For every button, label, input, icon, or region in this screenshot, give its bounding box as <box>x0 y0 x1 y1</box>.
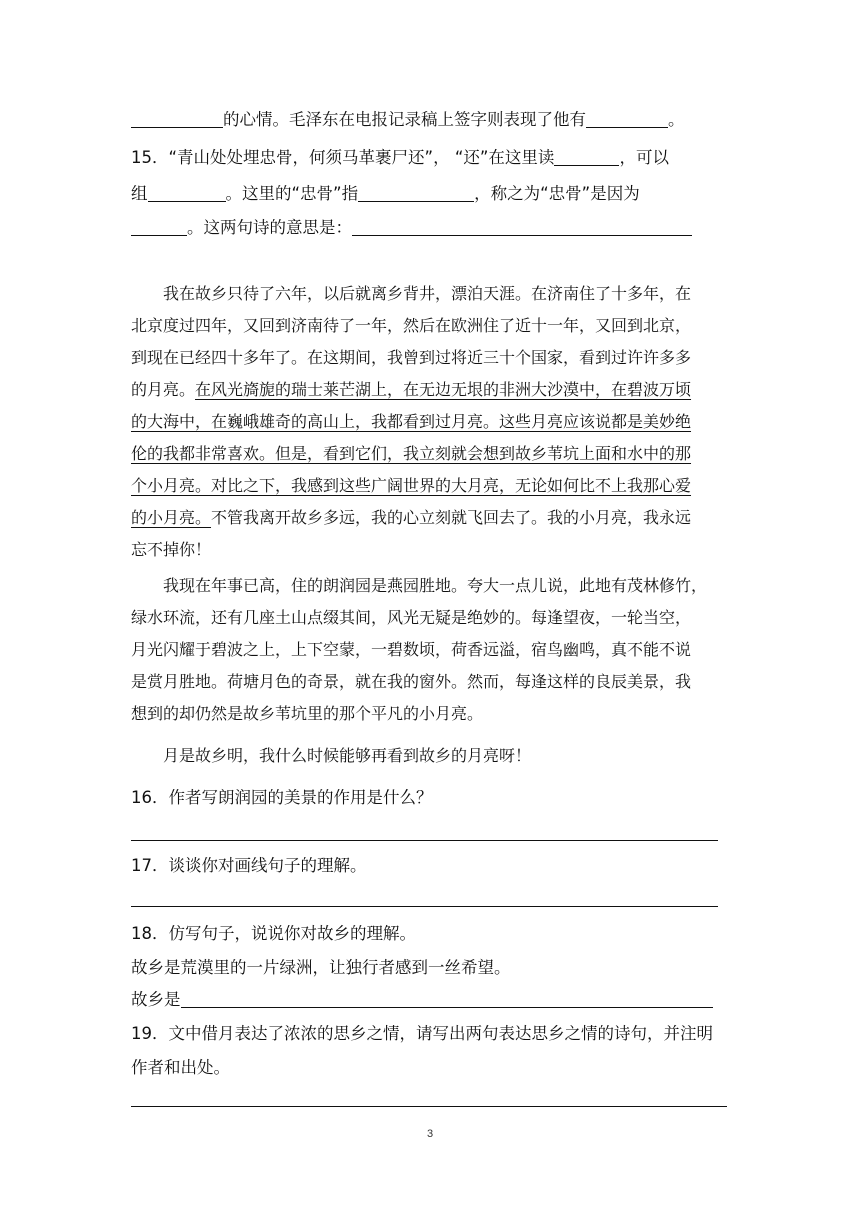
q18-prompt: 故乡是 <box>131 990 181 1009</box>
q15-text-d: 。这里的“忠骨”指 <box>225 184 359 203</box>
passage-line: 到现在已经四十多年了。在这期间，我曾到过将近三十个国家，看到过许许多多 <box>131 348 692 367</box>
passage-line: 北京度过四年，又回到济南待了一年，然后在欧洲住了近十一年，又回到北京， <box>131 316 692 335</box>
q19-line-1: 19．文中借月表达了浓浓的思乡之情，请写出两句表达思乡之情的诗句，并注明 <box>131 1024 713 1043</box>
answer-blank[interactable] <box>352 217 692 236</box>
answer-blank[interactable] <box>586 109 668 128</box>
q19-line-2: 作者和出处。 <box>131 1058 230 1077</box>
q14-tail-line <box>131 108 731 132</box>
q15-text-c: 组 <box>131 184 148 203</box>
q14-text-a: 的心情。毛泽东在电报记录稿上签字则表现了他有 <box>223 110 586 129</box>
q15-text-e: ，称之为“忠骨”是因为 <box>474 184 640 203</box>
underlined-sentence: 的大海中，在巍峨雄奇的高山上，我都看到过月亮。这些月亮应该说都是美妙绝 <box>131 412 692 431</box>
q15-line-2 <box>131 182 731 206</box>
answer-line[interactable] <box>131 1106 727 1107</box>
answer-blank[interactable] <box>148 183 226 202</box>
passage-line: 我现在年事已高，住的朗润园是燕园胜地。夸大一点儿说，此地有茂林修竹， <box>163 576 708 595</box>
q15-line-3 <box>131 216 731 240</box>
passage-line: 想到的却仍然是故乡苇坑里的那个平凡的小月亮。 <box>131 704 484 723</box>
passage-line: 月光闪耀于碧波之上，上下空蒙，一碧数顷，荷香远溢，宿鸟幽鸣，真不能不说 <box>131 640 692 659</box>
answer-blank[interactable] <box>131 109 223 128</box>
answer-blank[interactable] <box>131 217 187 236</box>
q18-text: 18．仿写句子，说说你对故乡的理解。 <box>131 924 416 943</box>
underlined-sentence: 在风光旖旎的瑞士莱芒湖上，在无边无垠的非洲大沙漠中，在碧波万顷 <box>195 380 692 399</box>
q15-text-a: 15．“青山处处埋忠骨，何须马革裹尸还”， “还”在这里读 <box>131 148 555 167</box>
passage-text: 的月亮。 <box>131 380 196 399</box>
q18-prompt-line <box>131 988 731 1012</box>
q15-text-f: 。这两句诗的意思是： <box>187 218 352 237</box>
answer-blank[interactable] <box>358 183 474 202</box>
passage-line: 我在故乡只待了六年，以后就离乡背井，漂泊天涯。在济南住了十多年，在 <box>163 284 692 303</box>
answer-blank[interactable] <box>554 147 619 166</box>
answer-blank[interactable] <box>181 989 713 1008</box>
underlined-sentence: 伦的我都非常喜欢。但是，看到它们，我立刻就会想到故乡苇坑上面和水中的那 <box>131 444 692 463</box>
q15-text-b: ，可以 <box>619 148 669 167</box>
page-number: 3 <box>426 1128 434 1140</box>
passage-text: 不管我离开故乡多远，我的心立刻就飞回去了。我的小月亮，我永远 <box>211 508 692 527</box>
passage-line: 月是故乡明，我什么时候能够再看到故乡的月亮呀！ <box>163 746 532 765</box>
answer-line[interactable] <box>131 840 718 841</box>
underlined-sentence: 个小月亮。对比之下，我感到这些广阔世界的大月亮，无论如何比不上我那心爱 <box>131 476 692 495</box>
underlined-sentence: 的小月亮。 <box>131 508 212 527</box>
passage-line: 绿水环流，还有几座土山点缀其间，风光无疑是绝妙的。每逢望夜，一轮当空， <box>131 608 692 627</box>
passage-line <box>131 378 731 402</box>
q16-text: 16．作者写朗润园的美景的作用是什么？ <box>131 788 433 807</box>
passage-line <box>131 506 731 530</box>
passage-line: 是赏月胜地。荷塘月色的奇景，就在我的窗外。然而，每逢这样的良辰美景，我 <box>131 672 692 691</box>
passage-line: 忘不掉你！ <box>131 540 212 559</box>
q14-text-b: 。 <box>668 110 685 129</box>
answer-line[interactable] <box>131 906 718 907</box>
q15-line-1 <box>131 146 731 170</box>
q18-example: 故乡是荒漠里的一片绿洲，让独行者感到一丝希望。 <box>131 958 511 977</box>
q17-text: 17．谈谈你对画线句子的理解。 <box>131 856 367 875</box>
